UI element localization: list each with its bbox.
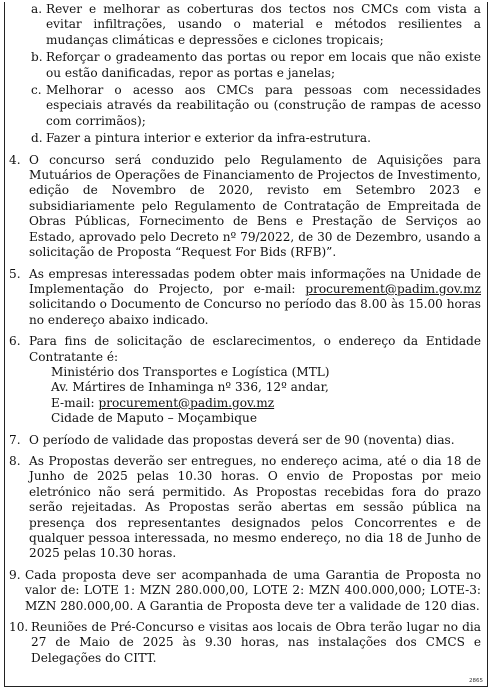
item-number: 5.: [9, 266, 21, 281]
item-text-after-email: solicitando o Documento de Concurso no período das 8.00 às 15.00 horas no endereço abaixo indicado.: [29, 297, 481, 327]
subitem-label: c.: [31, 83, 42, 98]
subitem-label: d.: [31, 131, 43, 146]
item-number: 7.: [9, 432, 21, 447]
item-intro: Para fins de solicitação de esclarecimentos, o endereço da Entidade Contratante é:: [29, 334, 481, 364]
item-10-meetings: [9, 620, 481, 666]
item-number: 10.: [9, 620, 29, 635]
item-4-regulation: [9, 153, 481, 261]
document-page: [4, 2, 488, 687]
page-code: 2865: [469, 678, 483, 684]
item-7-validity: [9, 433, 481, 448]
item-5-information: [9, 267, 481, 329]
item-text: O período de validade das propostas deverá ser de 90 (noventa) dias.: [29, 432, 455, 447]
address-street: Av. Mártires de Inhaminga nº 336, 12º andar,: [51, 380, 329, 395]
procurement-email-link[interactable]: procurement@padim.gov.mz: [305, 281, 481, 296]
subitem-c: [31, 83, 481, 129]
subitem-text: Fazer a pintura interior e exterior da infra-estrutura.: [46, 131, 371, 146]
address-city: Cidade de Maputo – Moçambique: [51, 411, 257, 426]
subitem-a: [31, 2, 481, 48]
subitem-label: a.: [31, 2, 43, 16]
item-number: 9.: [9, 567, 21, 582]
address-email-link[interactable]: procurement@padim.gov.mz: [98, 395, 275, 410]
item-text: As Propostas deverão ser entregues, no endereço acima, até o dia 18 de Junho de 2025 pelas 10.30 horas. O envio de Propostas por meio eletrónico não será permitido. As Propostas recebidas fora do prazo serão rejeitadas. As Propostas serão abertas em sessão pública na presença dos representantes designados pelos Concorrentes e de qualquer pessoa interessada, no mesmo endereço, no dia 18 de Junho de 2025 pelas 10.30 horas.: [29, 453, 481, 561]
item-text: [29, 334, 481, 426]
item-text: O concurso será conduzido pelo Regulamento de Aquisições para Mutuários de Operações de Financiamento de Projectos de Investimento, edição de Novembro de 2020, revisto em Setembro 2023 e subsidiariamente pelo Regulamento de Contratação de Empreitada de Obras Públicas, Fornecimento de Bens e Prestação de Serviços ao Estado, aprovado pelo Decreto nº 79/2022, de 30 de Dezembro, usando a solicitação de Proposta “Request For Bids (RFB)”.: [29, 152, 481, 260]
item-9-guarantee: [9, 568, 481, 614]
item-6-clarifications: [9, 334, 481, 426]
item-number: 6.: [9, 334, 21, 349]
contracting-entity-address: [29, 365, 481, 427]
subitem-label: b.: [31, 50, 43, 65]
item-text: Cada proposta deve ser acompanhada de uma Garantia de Proposta no valor de: LOTE 1: MZN 280.000,00, LOTE 2: MZN 400.000,000; LOTE-3: MZN 280.000,00. A Garantia de Proposta deve ter a validade de 120 dias.: [25, 567, 481, 613]
item-8-submission: [9, 454, 481, 562]
tender-notice-body: [5, 2, 487, 666]
subitem-text: Melhorar o acesso aos CMCs para pessoas com necessidades especiais através da reabilitação ou (construção de rampas de acesso com corrimãos);: [46, 83, 481, 128]
address-email: [51, 396, 481, 411]
item-number: 4.: [9, 152, 21, 167]
item-text: [29, 267, 481, 329]
subitem-text: Reforçar o gradeamento das portas ou repor em locais que não existe ou estão danificadas, repor as portas e janelas;: [46, 50, 481, 80]
address-ministry: Ministério dos Transportes e Logística (MTL): [51, 364, 330, 379]
email-label: E-mail:: [51, 395, 99, 410]
item-text-before-email: As empresas interessadas podem obter mais informações na Unidade de Implementação do Projecto, por e-mail:: [29, 266, 481, 296]
subitem-text: Rever e melhorar as coberturas dos tectos nos CMCs com vista a evitar infiltrações, usando o material e métodos resilientes a mudanças climáticas e depressões e ciclones tropicais;: [46, 2, 481, 47]
item-number: 8.: [9, 453, 21, 468]
subitem-d: [31, 131, 481, 146]
subitem-b: [31, 50, 481, 81]
item-text: Reuniões de Pré-Concurso e visitas aos locais de Obra terão lugar no dia 27 de Maio de 2025 às 9.30 horas, nas instalações dos CMCS e Delegações do CITT.: [31, 620, 481, 665]
